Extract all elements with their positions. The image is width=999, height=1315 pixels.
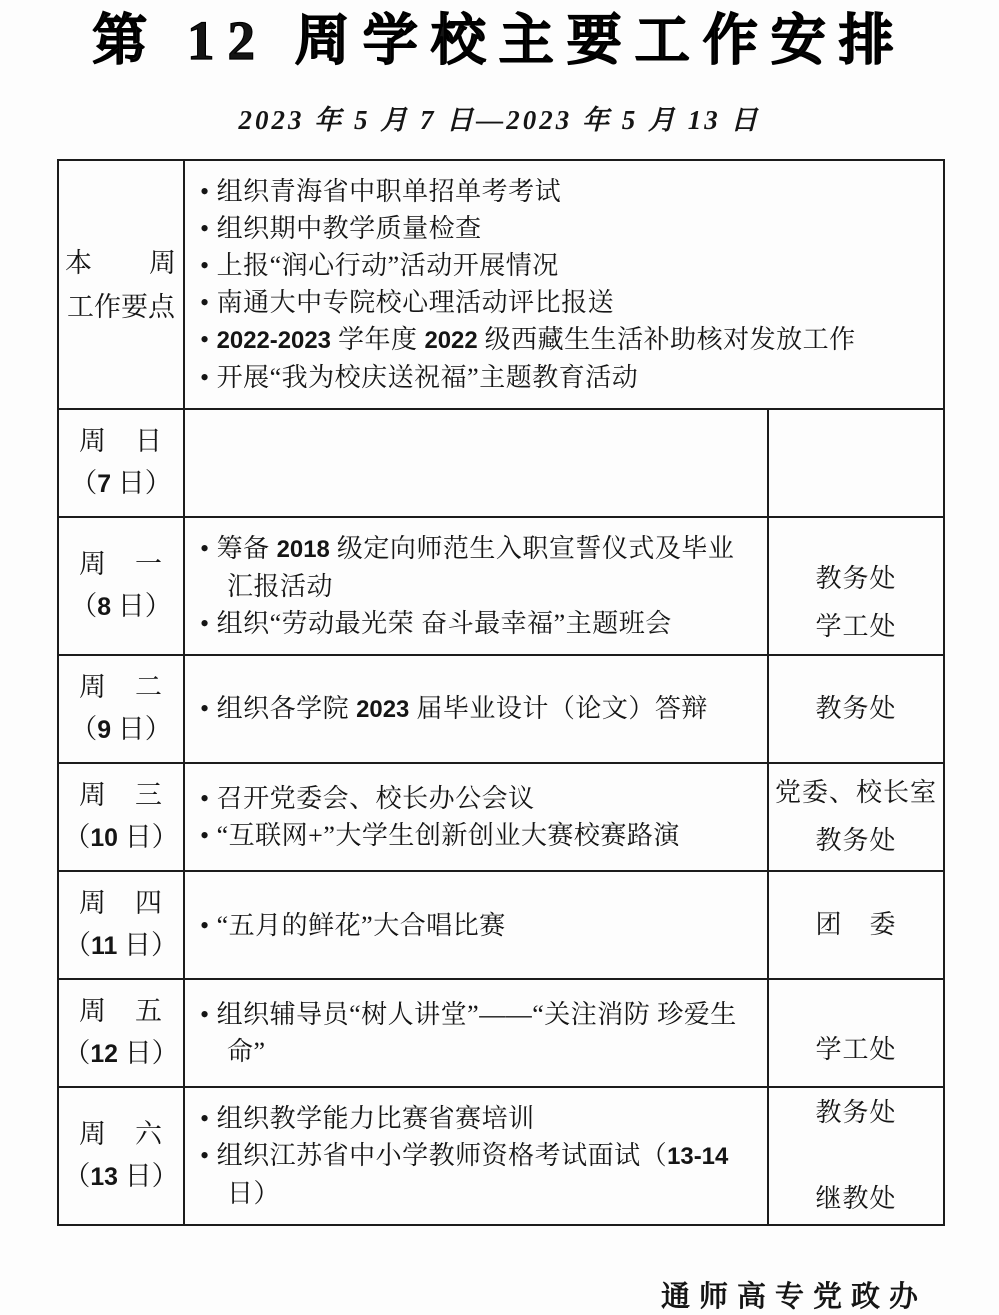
bullet-icon: • [200, 325, 210, 354]
day-tasks-cell [184, 1087, 768, 1225]
task-item: • “互联网+”大学生创新创业大赛校赛路演 [200, 821, 680, 850]
department-label: 教务处 [815, 826, 897, 855]
day-tasks-cell [184, 409, 768, 517]
department-label: 继教处 [815, 1184, 897, 1213]
schedule-table-body [58, 160, 944, 1225]
page-title: 第 12 周学校主要工作安排 [92, 10, 907, 71]
bullet-icon: • [200, 251, 210, 280]
day-label-cell [58, 409, 184, 517]
bullet-icon: • [200, 1000, 210, 1029]
department-label: 团 委 [815, 910, 897, 939]
departments-group [773, 1031, 939, 1069]
date-range: 2023 年 5 月 7 日—2023 年 5 月 13 日 [238, 105, 761, 135]
departments-group [773, 906, 939, 944]
day-date: （8 日） [70, 591, 172, 621]
bullet-icon: • [200, 784, 210, 813]
task-item: • “五月的鲜花”大合唱比赛 [200, 910, 506, 940]
day-label-cell [58, 517, 184, 655]
week-summary-row [58, 160, 944, 409]
day-tasks-cell [184, 979, 768, 1087]
day-row [58, 979, 944, 1087]
day-date: （13 日） [63, 1161, 179, 1191]
day-row [58, 871, 944, 979]
task-item: • 组织教学能力比赛省赛培训 [200, 1104, 535, 1133]
day-row [58, 517, 944, 655]
day-name: 周 五 [79, 996, 163, 1026]
departments-group [773, 560, 939, 646]
day-label-cell [58, 871, 184, 979]
task-item: • 召开党委会、校长办公会议 [200, 784, 535, 813]
day-row [58, 1087, 944, 1225]
bullet-icon: • [200, 534, 210, 563]
departments-group [773, 690, 939, 728]
departments-group [773, 774, 939, 860]
bullet-icon: • [200, 1141, 210, 1170]
day-date: （11 日） [64, 930, 178, 960]
day-name: 周 六 [79, 1119, 163, 1149]
day-row [58, 409, 944, 517]
schedule-table [57, 159, 945, 1226]
department-label: 教务处 [815, 694, 897, 723]
task-item: • 组织江苏省中小学教师资格考试面试（13-14 日） [200, 1141, 729, 1208]
task-item: • 2022-2023 学年度 2022 级西藏生生活补助核对发放工作 [200, 325, 856, 354]
issuer-signature: 通师高专党政办 [660, 1281, 927, 1313]
day-date: （12 日） [63, 1038, 179, 1068]
day-name: 周 三 [79, 780, 163, 810]
week-summary-label-line: 工作要点 [67, 291, 175, 322]
day-departments-cell [768, 655, 944, 763]
bullet-icon: • [200, 1104, 210, 1133]
task-item: • 组织各学院 2023 届毕业设计（论文）答辩 [200, 694, 708, 723]
day-departments-cell [768, 979, 944, 1087]
task-item: • 上报“润心行动”活动开展情况 [200, 251, 559, 280]
day-name: 周 四 [79, 888, 163, 918]
day-date: （9 日） [70, 714, 172, 744]
day-date: （10 日） [63, 822, 179, 852]
task-item: • 组织辅导员“树人讲堂”——“关注消防 珍爱生命” [200, 1000, 737, 1066]
day-label-cell [58, 1087, 184, 1225]
department-label: 学工处 [815, 612, 897, 641]
departments-group [773, 1094, 939, 1218]
department-label: 学工处 [815, 1035, 897, 1064]
bullet-icon: • [200, 363, 210, 392]
day-name: 周 二 [79, 672, 163, 702]
task-item: • 组织期中教学质量检查 [200, 214, 482, 243]
day-departments-cell [768, 517, 944, 655]
department-label: 教务处 [815, 1098, 897, 1127]
task-item: • 南通大中专院校心理活动评比报送 [200, 288, 615, 317]
bullet-icon: • [200, 609, 210, 638]
bullet-icon: • [200, 694, 210, 723]
day-label-cell [58, 655, 184, 763]
day-departments-cell [768, 763, 944, 871]
department-label: 教务处 [815, 564, 897, 593]
day-tasks-cell [184, 871, 768, 979]
day-row [58, 763, 944, 871]
task-item: • 组织“劳动最光荣 奋斗最幸福”主题班会 [200, 609, 672, 638]
day-tasks-cell [184, 517, 768, 655]
department-label: 党委、校长室 [774, 778, 937, 807]
bullet-icon: • [200, 177, 210, 206]
day-date: （7 日） [70, 468, 172, 498]
day-name: 周 一 [79, 549, 163, 579]
week-summary-label-line: 本 周 [65, 247, 177, 278]
day-tasks-cell [184, 763, 768, 871]
task-item: • 开展“我为校庆送祝福”主题教育活动 [200, 363, 639, 392]
day-label-cell [58, 979, 184, 1087]
task-item: • 组织青海省中职单招单考考试 [200, 177, 562, 206]
week-summary-label-cell [58, 160, 184, 409]
day-label-cell [58, 763, 184, 871]
bullet-icon: • [200, 821, 210, 850]
week-summary-tasks-cell [184, 160, 944, 409]
bullet-icon: • [200, 214, 210, 243]
bullet-icon: • [200, 288, 210, 317]
day-departments-cell [768, 871, 944, 979]
task-item: • 筹备 2018 级定向师范生入职宣誓仪式及毕业汇报活动 [200, 534, 735, 601]
day-tasks-cell [184, 655, 768, 763]
day-departments-cell [768, 409, 944, 517]
bullet-icon: • [200, 910, 210, 940]
day-departments-cell [768, 1087, 944, 1225]
day-name: 周 日 [79, 426, 163, 456]
day-row [58, 655, 944, 763]
